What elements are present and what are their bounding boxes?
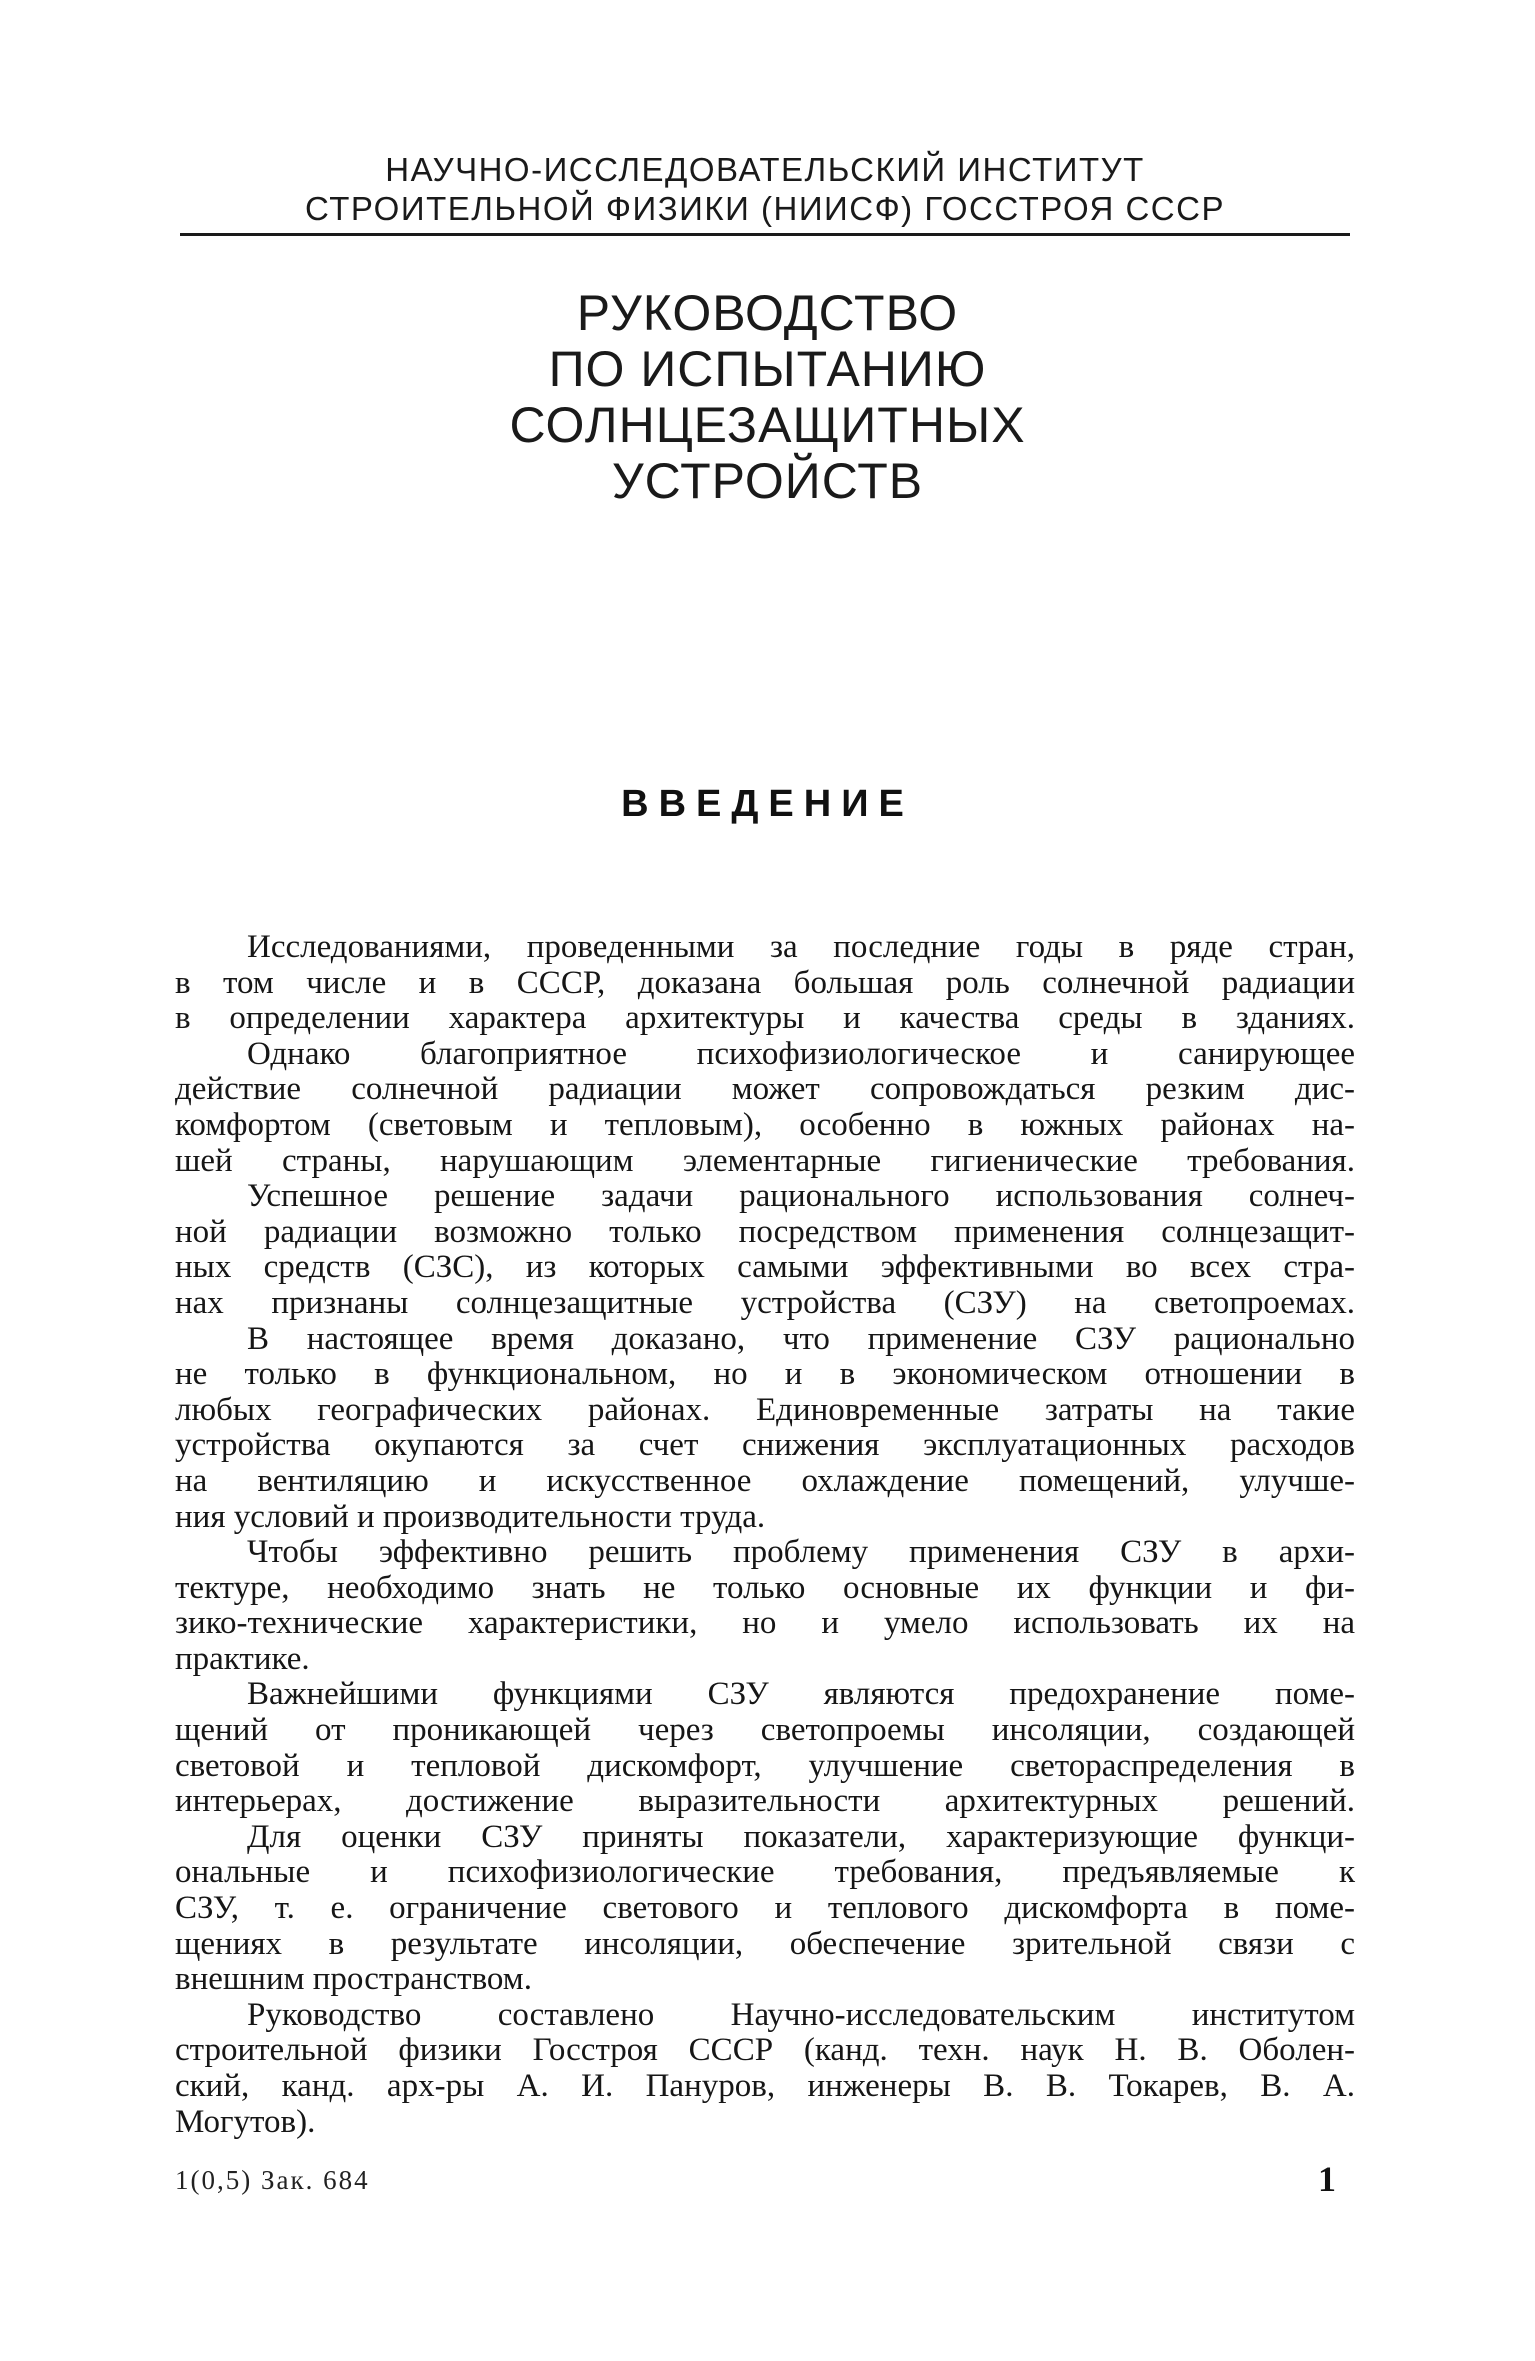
text-line: шей страны, нарушающим элементарные гигиенические требования. bbox=[175, 1142, 1355, 1179]
document-title bbox=[300, 285, 1235, 509]
title-line-3: СОЛНЦЕЗАЩИТНЫХ bbox=[509, 397, 1026, 453]
text-line: ния условий и производительности труда. bbox=[175, 1498, 766, 1535]
text-line: интерьерах, достижение выразительности архитектурных решений. bbox=[175, 1783, 1355, 1820]
header-divider bbox=[180, 233, 1350, 236]
text-line: в том числе и в СССР, доказана большая роль солнечной радиации bbox=[175, 964, 1355, 1001]
text-line: действие солнечной радиации может сопровождаться резким дис- bbox=[175, 1071, 1355, 1108]
print-info: 1(0,5) Зак. 684 bbox=[175, 2165, 370, 2195]
text-line: Чтобы эффективно решить проблему применения СЗУ в архи- bbox=[247, 1534, 1355, 1571]
text-line: ных средств (СЗС), из которых самыми эффективными во всех стра- bbox=[175, 1249, 1355, 1286]
text-line: Руководство составлено Научно-исследовательским институтом bbox=[247, 1996, 1355, 2033]
text-line: ональные и психофизиологические требования, предъявляемые к bbox=[175, 1854, 1355, 1891]
title-line-2: ПО ИСПЫТАНИЮ bbox=[548, 341, 987, 397]
title-line-4: УСТРОЙСТВ bbox=[611, 453, 924, 509]
text-line: строительной физики Госстроя СССР (канд. техн. наук Н. В. Оболен- bbox=[175, 2032, 1355, 2069]
text-line: комфортом (световым и тепловым), особенно в южных районах на- bbox=[175, 1106, 1355, 1143]
text-line: В настоящее время доказано, что применение СЗУ рационально bbox=[247, 1320, 1355, 1357]
text-line: на вентиляцию и искусственное охлаждение помещений, улучше- bbox=[175, 1462, 1355, 1499]
text-line: Важнейшими функциями СЗУ являются предохранение поме- bbox=[247, 1676, 1355, 1713]
institute-header bbox=[180, 150, 1350, 228]
text-line: световой и тепловой дискомфорт, улучшение светораспределения в bbox=[175, 1747, 1355, 1784]
text-line: любых географических районах. Единовременные затраты на такие bbox=[175, 1391, 1355, 1428]
text-line: ский, канд. арх-ры А. И. Пануров, инженеры В. В. Токарев, В. А. bbox=[175, 2068, 1355, 2104]
text-line: Однако благоприятное психофизиологическое и санирующее bbox=[247, 1035, 1355, 1072]
text-line: СЗУ, т. е. ограничение светового и теплового дискомфорта в поме- bbox=[175, 1890, 1355, 1927]
text-line: щениях в результате инсоляции, обеспечение зрительной связи с bbox=[175, 1925, 1355, 1962]
text-line: нах признаны солнцезащитные устройства (СЗУ) на светопроемах. bbox=[175, 1284, 1355, 1321]
page-number: 1 bbox=[1318, 2159, 1336, 2199]
text-line: практике. bbox=[175, 1640, 310, 1677]
title-line-1: РУКОВОДСТВО bbox=[576, 285, 959, 341]
text-line: Успешное решение задачи рационального использования солнеч- bbox=[247, 1178, 1355, 1215]
text-line: внешним пространством. bbox=[175, 1961, 532, 1998]
section-heading: ВВЕДЕНИЕ bbox=[621, 783, 914, 825]
text-line: щений от проникающей через светопроемы инсоляции, создающей bbox=[175, 1712, 1355, 1749]
institute-line-1: НАУЧНО-ИССЛЕДОВАТЕЛЬСКИЙ ИНСТИТУТ bbox=[385, 151, 1145, 188]
text-line: устройства окупаются за счет снижения эксплуатационных расходов bbox=[175, 1427, 1355, 1464]
text-line: Могутов). bbox=[175, 2103, 316, 2140]
text-line: Для оценки СЗУ приняты показатели, характеризующие функци- bbox=[247, 1818, 1355, 1855]
text-line: в определении характера архитектуры и качества среды в зданиях. bbox=[175, 1000, 1355, 1037]
text-line: Исследованиями, проведенными за последние годы в ряде стран, bbox=[247, 929, 1355, 965]
institute-line-2: СТРОИТЕЛЬНОЙ ФИЗИКИ (НИИСФ) ГОССТРОЯ СССР bbox=[305, 190, 1225, 227]
text-line: не только в функциональном, но и в экономическом отношении в bbox=[175, 1356, 1355, 1393]
text-line: ной радиации возможно только посредством применения солнцезащит- bbox=[175, 1213, 1355, 1250]
text-line: тектуре, необходимо знать не только основные их функции и фи- bbox=[175, 1569, 1355, 1606]
body-text bbox=[175, 930, 1355, 2140]
text-line: зико-технические характеристики, но и умело использовать их на bbox=[175, 1605, 1355, 1642]
